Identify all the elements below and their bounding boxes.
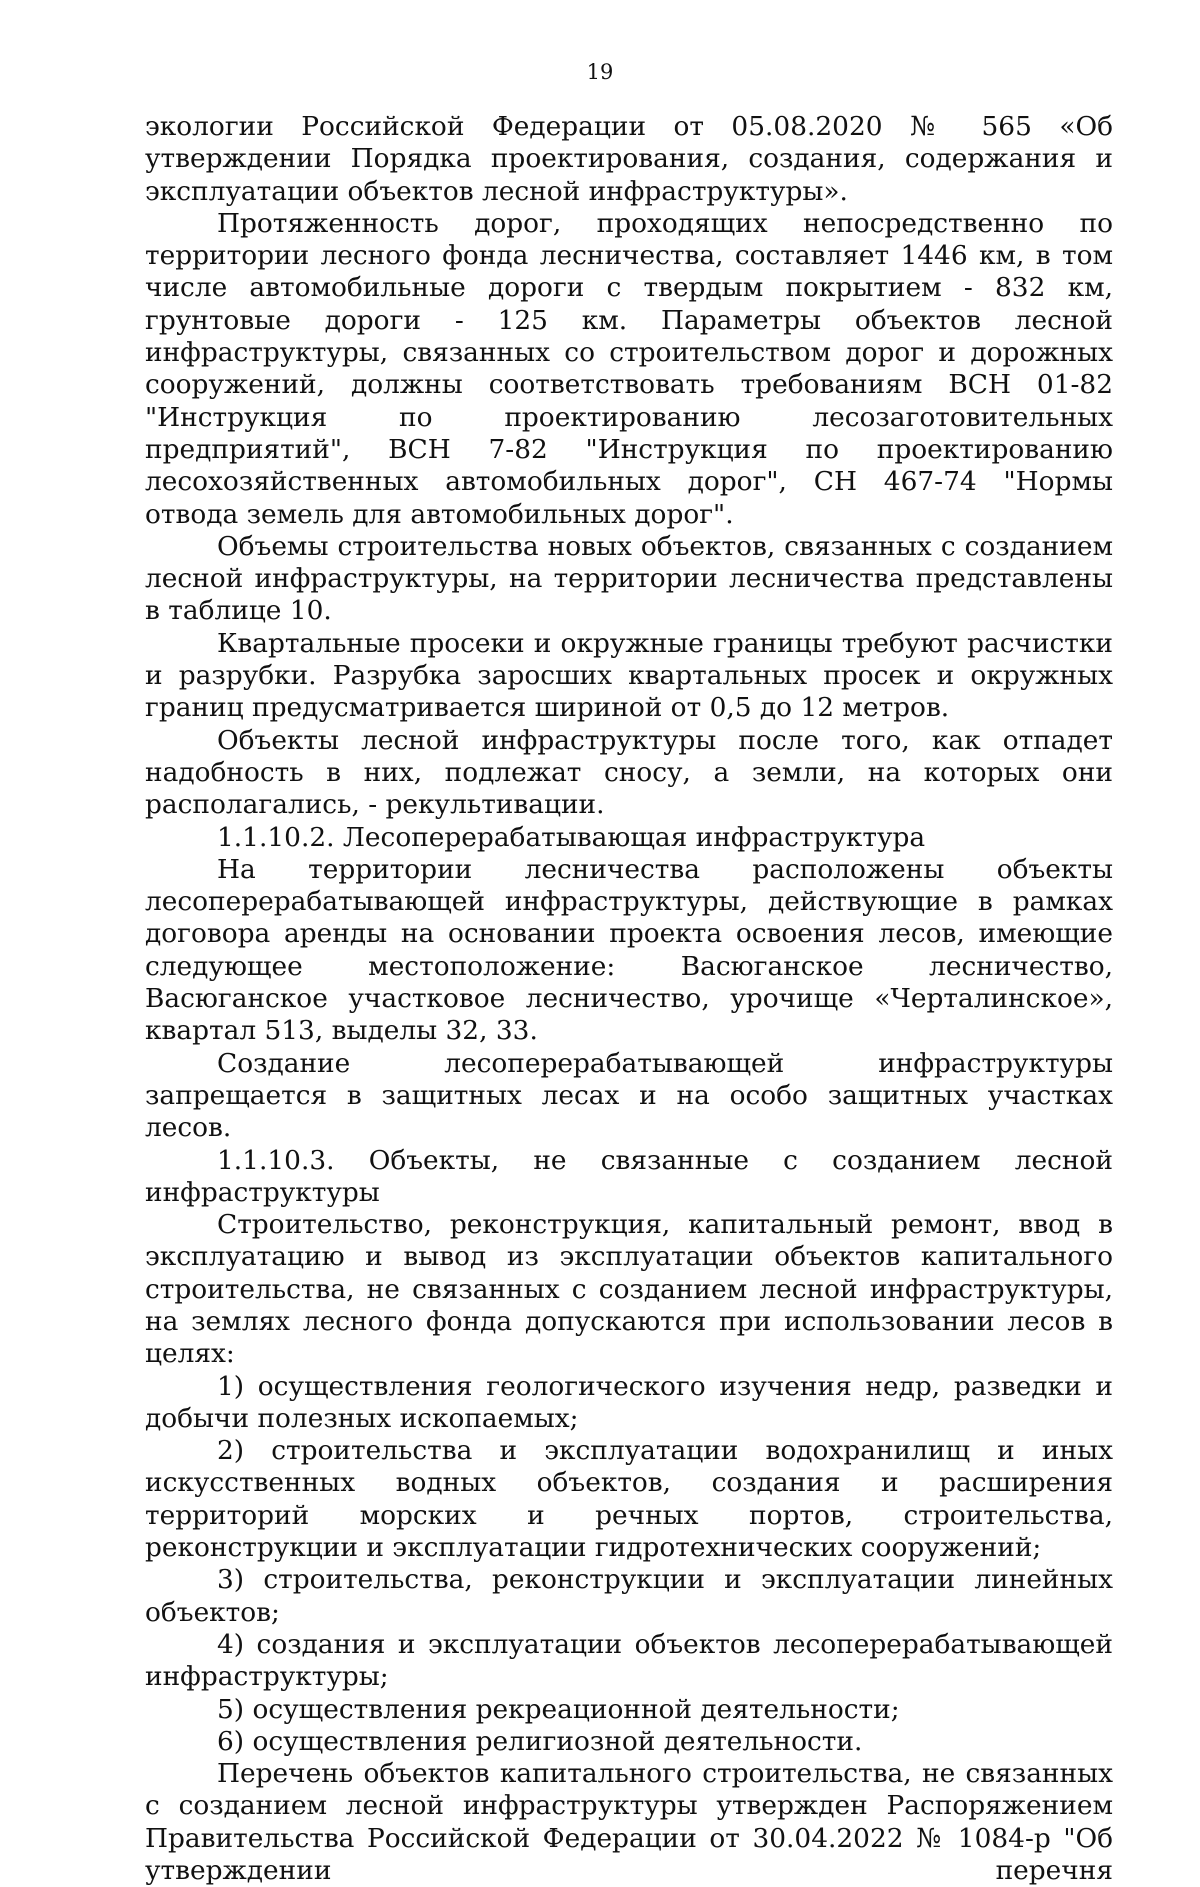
paragraph-construction-volumes: Объемы строительства новых объектов, связанных с созданием лесной инфраструктуры, на территории лесничества представлены в таблице 10.	[145, 530, 1113, 627]
paragraph-capital-construction: Строительство, реконструкция, капитальный ремонт, ввод в эксплуатацию и вывод из эксплуатации объектов капитального строительства, не связанных с созданием лесной инфраструктуры, на землях лесного фонда допускаются при использовании лесов в целях:	[145, 1209, 1113, 1370]
paragraph-clearings: Квартальные просеки и окружные границы требуют расчистки и разрубки. Разрубка заросших квартальных просек и окружных границ предусматривается шириной от 0,5 до 12 метров.	[145, 627, 1113, 724]
section-heading-1-1-10-2: 1.1.10.2. Лесоперерабатывающая инфраструктура	[217, 821, 926, 853]
list-item-6: 6) осуществления религиозной деятельности.	[217, 1725, 863, 1757]
list-item-1: 1) осуществления геологического изучения недр, разведки и добычи полезных ископаемых;	[145, 1370, 1113, 1434]
page-number: 19	[586, 60, 614, 84]
list-item-4: 4) создания и эксплуатации объектов лесоперерабатывающей инфраструктуры;	[145, 1628, 1113, 1693]
section-heading-1-1-10-3: 1.1.10.3. Объекты, не связанные с созданием лесной инфраструктуры	[145, 1144, 1113, 1208]
paragraph-continuation: экологии Российской Федерации от 05.08.2020 № 565 «Об утверждении Порядка проектирования, создания, содержания и эксплуатации объектов лесной инфраструктуры».	[145, 111, 1113, 207]
body-text	[145, 111, 1113, 1887]
paragraph-demolition: Объекты лесной инфраструктуры после того, как отпадет надобность в них, подлежат сносу, а земли, на которых они располагались, - рекультивации.	[145, 724, 1113, 821]
paragraph-processing-prohibition: Создание лесоперерабатывающей инфраструктуры запрещается в защитных лесах и на особо защитных участках лесов.	[145, 1047, 1113, 1144]
list-item-2: 2) строительства и эксплуатации водохранилищ и иных искусственных водных объектов, создания и расширения территорий морских и речных портов, строительства, реконструкции и эксплуатации гидротехнических сооружений;	[145, 1435, 1113, 1564]
paragraph-roads-length: Протяженность дорог, проходящих непосредственно по территории лесного фонда лесничества, составляет 1446 км, в том числе автомобильные дороги с твердым покрытием - 832 км, грунтовые дороги - 125 км. Параметры объектов лесной инфраструктуры, связанных со строительством дорог и дорожных сооружений, должны соответствовать требованиям ВСН 01-82 "Инструкция по проектированию лесозаготовительных предприятий", ВСН 7-82 "Инструкция по проектированию лесохозяйственных автомобильных дорог", СН 467-74 "Нормы отвода земель для автомобильных дорог".	[145, 207, 1113, 530]
list-item-3: 3) строительства, реконструкции и эксплуатации линейных объектов;	[145, 1564, 1113, 1628]
paragraph-objects-list: Перечень объектов капитального строительства, не связанных с созданием лесной инфраструктуры утвержден Распоряжением Правительства Российской Федерации от 30.04.2022 № 1084-р "Об утверждении перечня	[145, 1758, 1113, 1887]
list-item-5: 5) осуществления рекреационной деятельности;	[217, 1693, 900, 1725]
paragraph-processing-infrastructure: На территории лесничества расположены объекты лесоперерабатывающей инфраструктуры, действующие в рамках договора аренды на основании проекта освоения лесов, имеющие следующее местоположение: Васюганское лесничество, Васюганское участковое лесничество, урочище «Черталинское», квартал 513, выделы 32, 33.	[145, 853, 1113, 1047]
